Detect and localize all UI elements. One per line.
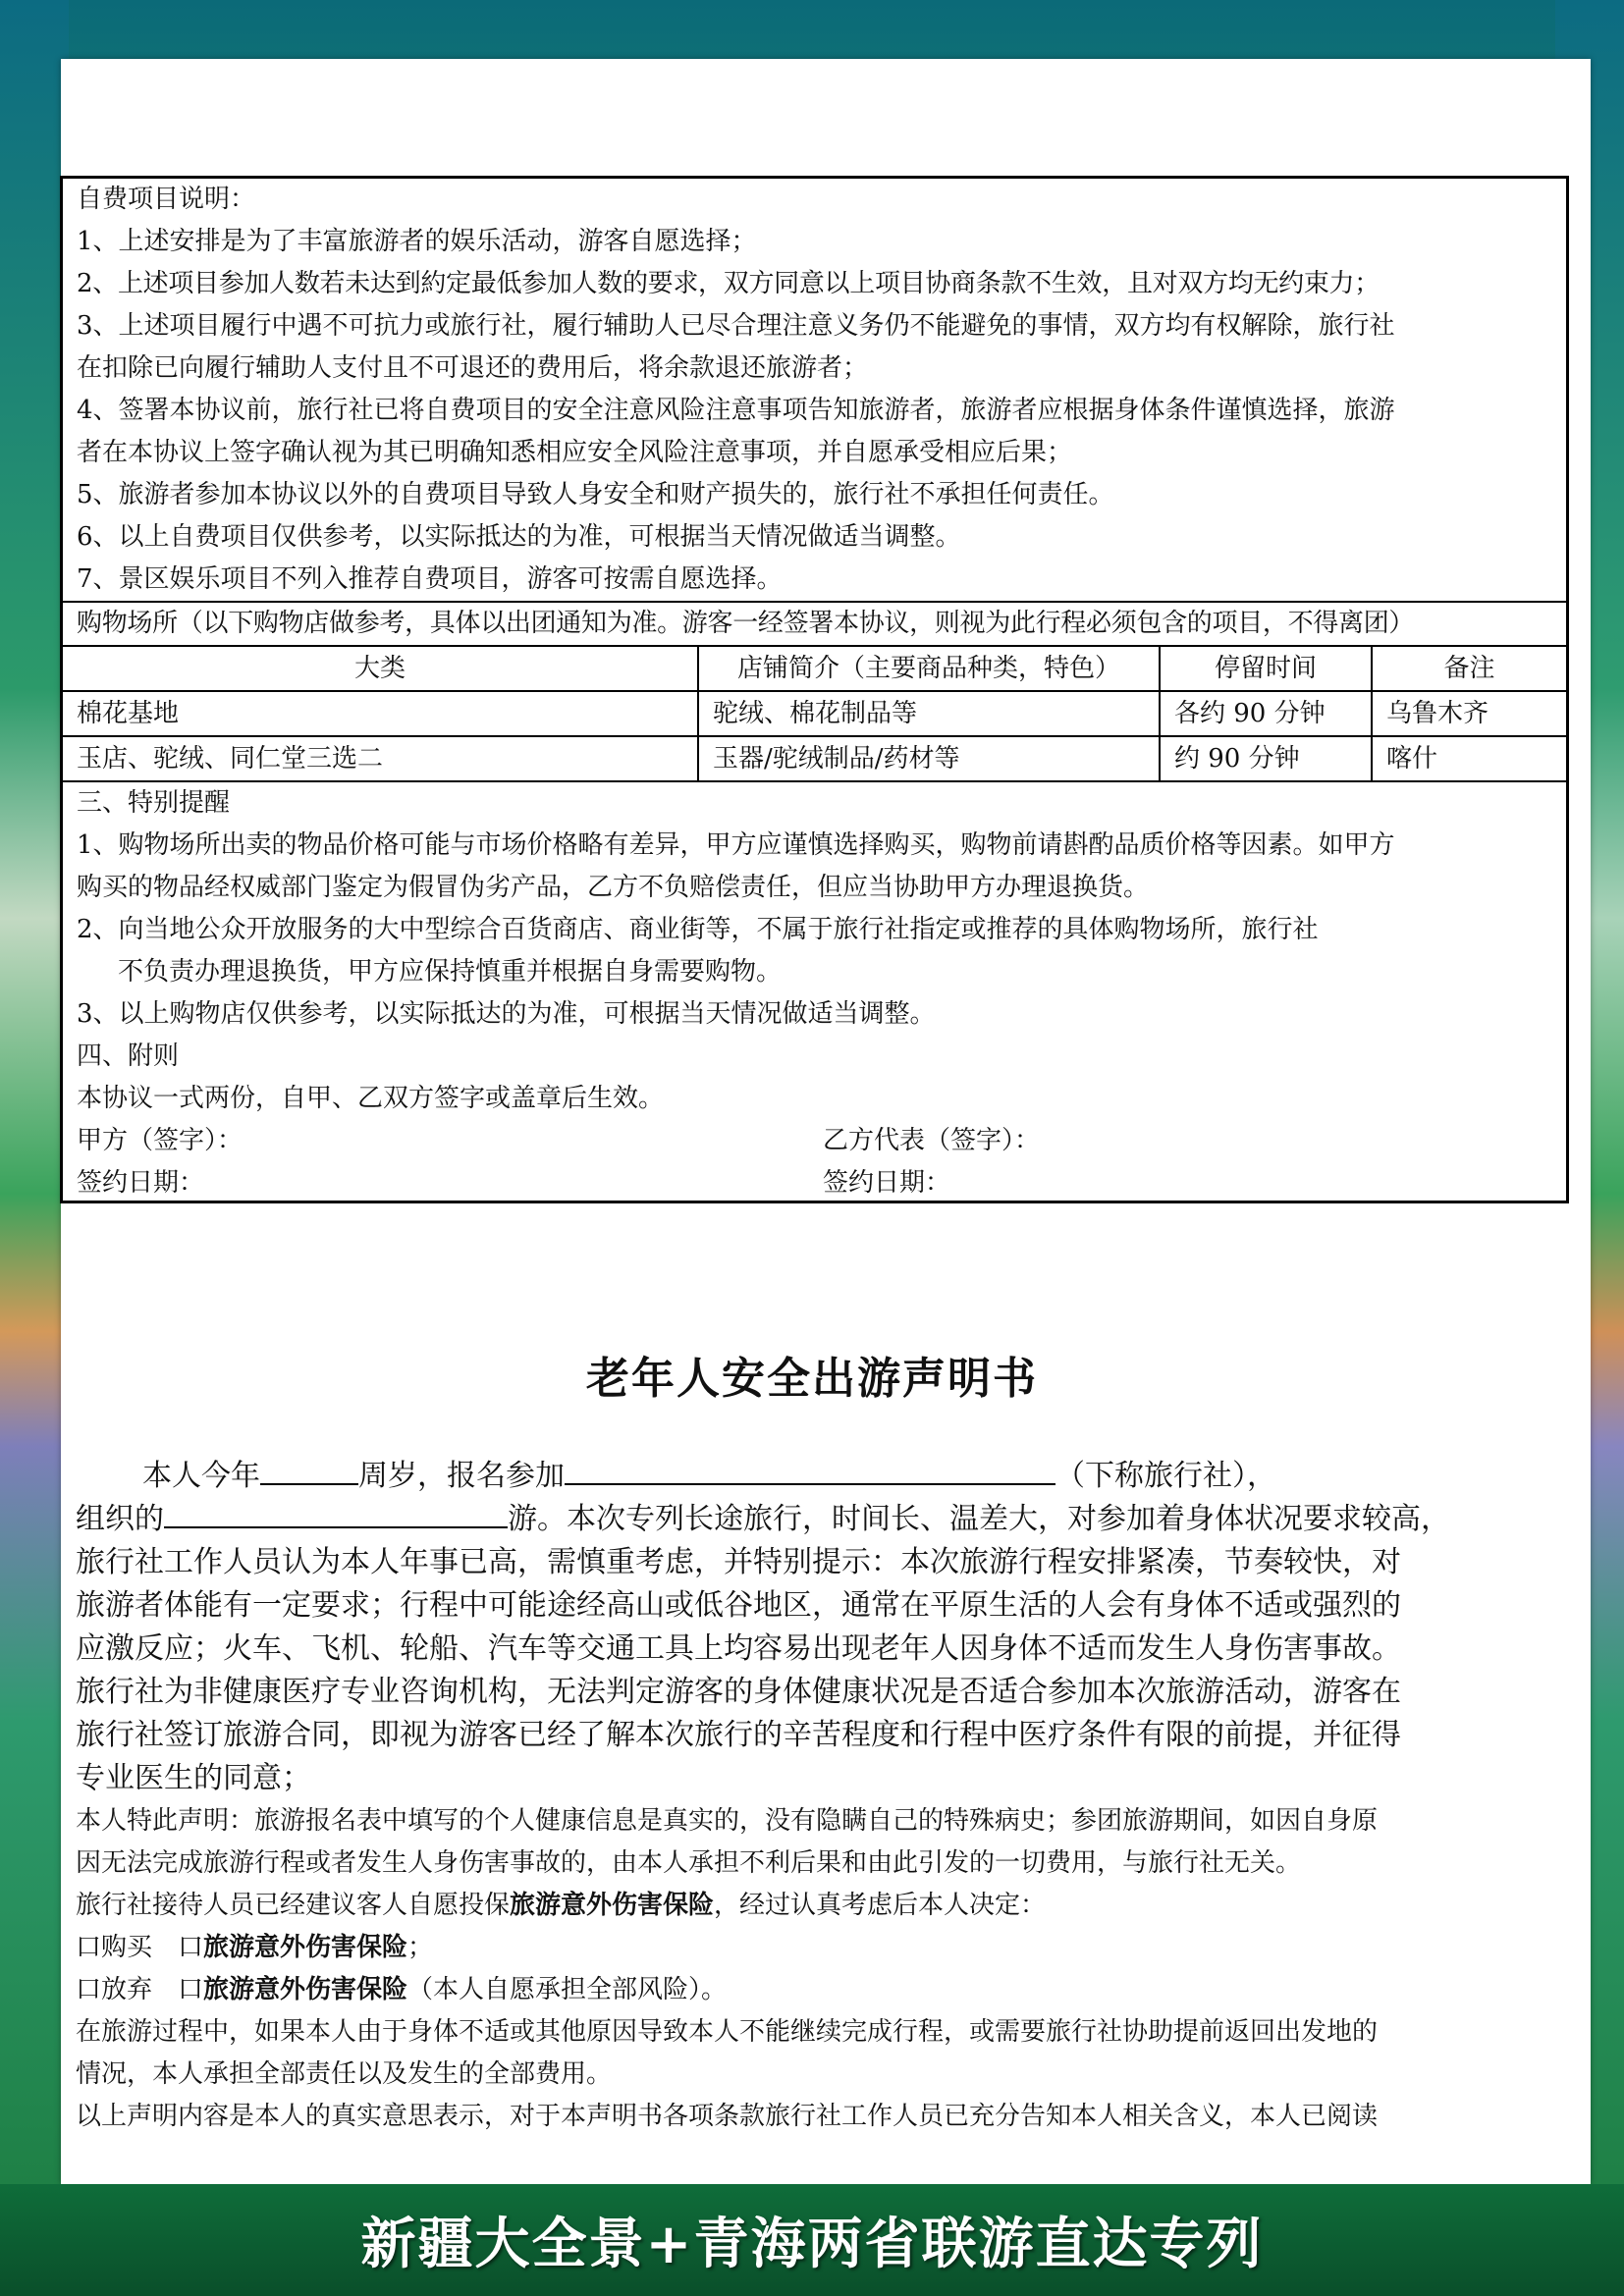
- agency-suffix: （下称旅行社），: [1056, 1459, 1276, 1493]
- cell-description: 玉器/驼绒制品/药材等: [698, 736, 1160, 780]
- reminder-line: 1、购物场所出卖的物品价格可能与市场价格略有差异，甲方应谨慎选择购买，购物前请斟酌品质价格等因素。如甲方: [77, 830, 1395, 860]
- statement-line: 因无法完成旅游行程或者发生人身伤害事故的，由本人承担不利后果和由此引发的一切费用，与旅行社无关。: [76, 1848, 1302, 1878]
- tour-suffix: 游。本次专列长途旅行，时间长、温差大，对参加着身体状况要求较高，: [508, 1502, 1450, 1536]
- shopping-header-row: [63, 646, 1566, 691]
- insurance-decision: ，经过认真考虑后本人决定：: [714, 1891, 1047, 1920]
- column-header: 备注: [1372, 646, 1566, 691]
- self-paid-item: 7、景区娱乐项目不列入推荐自费项目，游客可按需自愿选择。: [77, 564, 783, 594]
- shopping-table: [63, 645, 1566, 780]
- self-paid-item: 6、以上自费项目仅供参考，以实际抵达的为准，可根据当天情况做适当调整。: [77, 522, 961, 552]
- statement-line: 本人特此声明：旅游报名表中填写的个人健康信息是真实的，没有隐瞒自己的特殊病史；参团旅游期间，如因自身原: [76, 1806, 1379, 1836]
- reminder-heading: 三、特别提醒: [77, 788, 231, 818]
- decline-note: （本人自愿承担全部风险）。: [407, 1975, 728, 2004]
- insurance-name: 旅游意外伤害保险: [510, 1891, 715, 1920]
- declaration-line: 旅行社为非健康医疗专业咨询机构，无法判定游客的身体健康状况是否适合参加本次旅游活动，游客在: [76, 1675, 1401, 1709]
- insurance-advice: 旅行社接待人员已经建议客人自愿投保: [76, 1891, 511, 1920]
- signature-row: [77, 1120, 1552, 1162]
- self-paid-notes: [63, 179, 1566, 601]
- column-header: 大类: [63, 646, 698, 691]
- column-header: 店铺简介（主要商品种类，特色）: [698, 646, 1160, 691]
- statement-line: 情况，本人承担全部责任以及发生的全部费用。: [76, 2059, 613, 2089]
- cell-duration: 约 90 分钟: [1160, 736, 1372, 780]
- statement-line: 以上声明内容是本人的真实意思表示，对于本声明书各项条款旅行社工作人员已充分告知本人相关含义，本人已阅读: [76, 2102, 1379, 2131]
- self-paid-item: 1、上述安排是为了丰富旅游者的娱乐活动，游客自愿选择；: [77, 227, 757, 256]
- statement-line: [76, 1885, 1548, 1927]
- shopping-title: 购物场所（以下购物店做参考，具体以出团通知为准。游客一经签署本协议，则视为此行程必须包含的项目，不得离团）: [63, 601, 1566, 645]
- column-header: 停留时间: [1160, 646, 1372, 691]
- reminder-line: 2、向当地公众开放服务的大中型综合百货商店、商业街等，不属于旅行社指定或推荐的具体购物场所，旅行社: [77, 915, 1319, 944]
- cell-category: 棉花基地: [63, 691, 698, 736]
- age-label: 本人今年: [142, 1459, 260, 1493]
- declaration-line: 旅行社工作人员认为本人年事已高，需慎重考虑，并特别提示：本次旅游行程安排紧凑，节奏较快，对: [76, 1545, 1401, 1579]
- self-paid-item: 2、上述项目参加人数若未达到約定最低参加人数的要求，双方同意以上项目协商条款不生效，且对双方均无约束力；: [77, 269, 1380, 298]
- declaration-line: 应激反应；火车、飞机、轮船、汽车等交通工具上均容易出现老年人因身体不适而发生人身伤害事故。: [76, 1631, 1401, 1666]
- table-row: [63, 736, 1566, 780]
- reminder-line: 购买的物品经权威部门鉴定为假冒伪劣产品，乙方不负赔偿责任，但应当协助甲方办理退换货。: [77, 873, 1150, 902]
- cell-description: 驼绒、棉花制品等: [698, 691, 1160, 736]
- table-row: [63, 691, 1566, 736]
- age-blank: [260, 1456, 358, 1485]
- cell-remark: 乌鲁木齐: [1372, 691, 1566, 736]
- cell-category: 玉店、驼绒、同仁堂三选二: [63, 736, 698, 780]
- declaration-line: [76, 1455, 1548, 1498]
- appendix-text: 本协议一式两份，自甲、乙双方签字或盖章后生效。: [77, 1084, 665, 1113]
- special-reminder: [63, 780, 1566, 1204]
- cell-remark: 喀什: [1372, 736, 1566, 780]
- appendix-heading: 四、附则: [77, 1041, 180, 1071]
- tour-blank: [164, 1499, 508, 1528]
- agreement-table: [60, 176, 1569, 1203]
- self-paid-item: 4、签署本协议前，旅行社已将自费项目的安全注意风险注意事项告知旅游者，旅游者应根据身体条件谨慎选择，旅游: [77, 396, 1395, 425]
- self-paid-item: 者在本协议上签字确认视为其已明确知悉相应安全风险注意事项，并自愿承受相应后果；: [77, 438, 1073, 467]
- statement-line: 在旅游过程中，如果本人由于身体不适或其他原因导致本人不能继续完成行程，或需要旅行社协助提前返回出发地的: [76, 2017, 1379, 2047]
- punctuation: ；: [407, 1933, 434, 1962]
- footer-banner: [0, 2184, 1624, 2296]
- party-b-date: 签约日期：: [823, 1168, 951, 1198]
- self-paid-heading: 自费项目说明：: [77, 185, 256, 214]
- insurance-buy-option[interactable]: [76, 1927, 1548, 1969]
- banner-title: 新疆大全景+青海两省联游直达专列: [360, 2212, 1264, 2276]
- declaration-line: 专业医生的同意；: [76, 1761, 311, 1795]
- decline-checkbox[interactable]: 口放弃 口: [76, 1975, 204, 2004]
- self-paid-item: 5、旅游者参加本协议以外的自费项目导致人身安全和财产损失的，旅行社不承担任何责任。: [77, 480, 1114, 509]
- declaration-title: 老年人安全出游声明书: [586, 1354, 1038, 1404]
- agency-blank: [565, 1456, 1056, 1485]
- cell-duration: 各约 90 分钟: [1160, 691, 1372, 736]
- declaration-line: [76, 1498, 1548, 1541]
- agency-label: 周岁，报名参加: [358, 1459, 565, 1493]
- declaration-body: [76, 1455, 1548, 2138]
- background-left-decor: [0, 0, 69, 2296]
- reminder-line: 3、以上购物店仅供参考，以实际抵达的为准，可根据当天情况做适当调整。: [77, 999, 936, 1029]
- declaration-line: 旅行社签订旅游合同，即视为游客已经了解本次旅行的辛苦程度和行程中医疗条件有限的前提，并征得: [76, 1718, 1401, 1752]
- party-b-signature: 乙方代表（签字）：: [823, 1126, 1041, 1155]
- party-a-signature: 甲方（签字）：: [77, 1126, 244, 1155]
- insurance-name: 旅游意外伤害保险: [203, 1933, 408, 1962]
- self-paid-item: 3、上述项目履行中遇不可抗力或旅行社，履行辅助人已尽合理注意义务仍不能避免的事情，双方均有权解除，旅行社: [77, 311, 1395, 341]
- date-row: [77, 1162, 1552, 1204]
- insurance-name: 旅游意外伤害保险: [203, 1975, 408, 2004]
- declaration-line: 旅游者体能有一定要求；行程中可能途经高山或低谷地区，通常在平原生活的人会有身体不适或强烈的: [76, 1588, 1401, 1623]
- party-a-date: 签约日期：: [77, 1168, 205, 1198]
- insurance-decline-option[interactable]: [76, 1969, 1548, 2011]
- reminder-line: 不负责办理退换货，甲方应保持慎重并根据自身需要购物。: [118, 957, 783, 987]
- buy-checkbox[interactable]: 口购买 口: [76, 1933, 204, 1962]
- tour-label: 组织的: [76, 1502, 164, 1536]
- self-paid-item: 在扣除已向履行辅助人支付且不可退还的费用后，将余款退还旅游者；: [77, 353, 869, 383]
